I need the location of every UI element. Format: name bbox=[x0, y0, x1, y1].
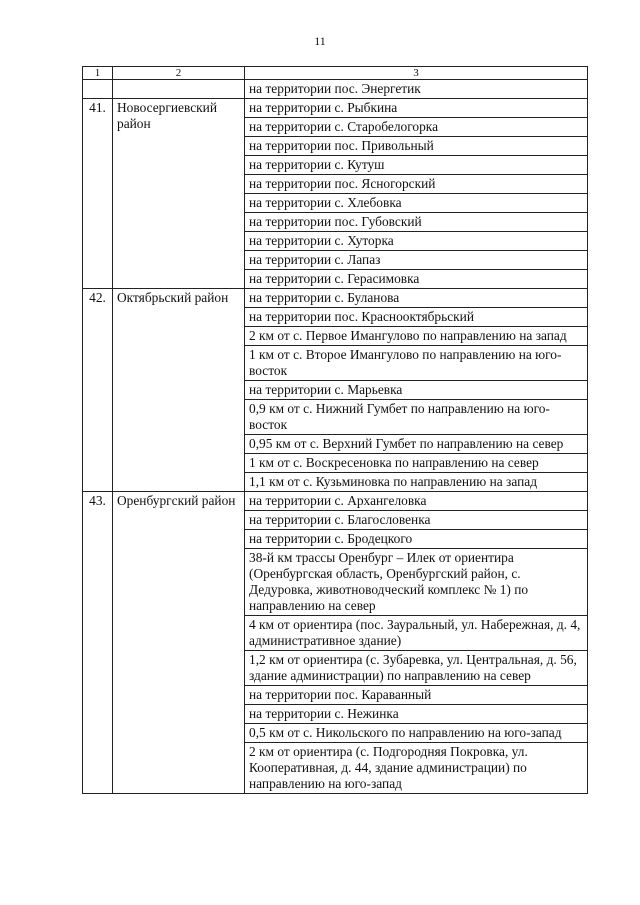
place-cell: на территории с. Благословенка bbox=[245, 511, 588, 530]
place-cell: 2 км от ориентира (с. Подгородняя Покровка, ул. Кооперативная, д. 44, здание администрации) по направлению на юго-запад bbox=[245, 743, 588, 794]
place-cell: на территории с. Бродецкого bbox=[245, 530, 588, 549]
place-cell: на территории с. Буланова bbox=[245, 289, 588, 308]
place-cell: на территории с. Лапаз bbox=[245, 251, 588, 270]
place-cell: на территории с. Хуторка bbox=[245, 232, 588, 251]
place-cell: на территории пос. Краснооктябрьский bbox=[245, 308, 588, 327]
place-cell: 4 км от ориентира (пос. Зауральный, ул. Набережная, д. 4, административное здание) bbox=[245, 616, 588, 651]
place-cell: на территории с. Нежинка bbox=[245, 705, 588, 724]
place-cell: на территории пос. Губовский bbox=[245, 213, 588, 232]
row-number: 41. bbox=[83, 99, 113, 289]
place-cell: на территории с. Кутуш bbox=[245, 156, 588, 175]
district-empty bbox=[113, 80, 245, 99]
row-number: 42. bbox=[83, 289, 113, 492]
place-cell: 1 км от с. Второе Имангулово по направлению на юго-восток bbox=[245, 346, 588, 381]
place-cell: 2 км от с. Первое Имангулово по направлению на запад bbox=[245, 327, 588, 346]
place-cell: на территории с. Герасимовка bbox=[245, 270, 588, 289]
table-row bbox=[83, 289, 588, 308]
table-row-continued bbox=[83, 80, 588, 99]
table-row bbox=[83, 492, 588, 511]
table-row bbox=[83, 99, 588, 118]
place-cell: на территории пос. Ясногорский bbox=[245, 175, 588, 194]
place-cell: 0,95 км от с. Верхний Гумбет по направлению на север bbox=[245, 435, 588, 454]
header-col-2: 2 bbox=[113, 67, 245, 80]
row-number-empty bbox=[83, 80, 113, 99]
district-name: Октябрьский район bbox=[113, 289, 245, 492]
place-cell: 1,2 км от ориентира (с. Зубаревка, ул. Центральная, д. 56, здание администрации) по направлению на север bbox=[245, 651, 588, 686]
place-cell: на территории с. Марьевка bbox=[245, 381, 588, 400]
district-name: Новосергиевский район bbox=[113, 99, 245, 289]
locations-table bbox=[82, 66, 588, 794]
place-cell: 38-й км трассы Оренбург – Илек от ориентира (Оренбургская область, Оренбургский район, с. Дедуровка, животноводческий комплекс № 1) по направлению на север bbox=[245, 549, 588, 616]
header-col-1: 1 bbox=[83, 67, 113, 80]
place-cell: на территории с. Архангеловка bbox=[245, 492, 588, 511]
place-cell: на территории с. Старобелогорка bbox=[245, 118, 588, 137]
place-cell: на территории пос. Энергетик bbox=[245, 80, 588, 99]
place-cell: 0,5 км от с. Никольского по направлению на юго-запад bbox=[245, 724, 588, 743]
district-name: Оренбургский район bbox=[113, 492, 245, 794]
place-cell: 1 км от с. Воскресеновка по направлению на север bbox=[245, 454, 588, 473]
place-cell: на территории пос. Караванный bbox=[245, 686, 588, 705]
header-col-3: 3 bbox=[245, 67, 588, 80]
place-cell: 1,1 км от с. Кузьминовка по направлению на запад bbox=[245, 473, 588, 492]
place-cell: на территории пос. Привольный bbox=[245, 137, 588, 156]
row-number: 43. bbox=[83, 492, 113, 794]
place-cell: на территории с. Хлебовка bbox=[245, 194, 588, 213]
table-header-row bbox=[83, 67, 588, 80]
place-cell: на территории с. Рыбкина bbox=[245, 99, 588, 118]
page-number: 11 bbox=[314, 34, 326, 48]
place-cell: 0,9 км от с. Нижний Гумбет по направлению на юго-восток bbox=[245, 400, 588, 435]
